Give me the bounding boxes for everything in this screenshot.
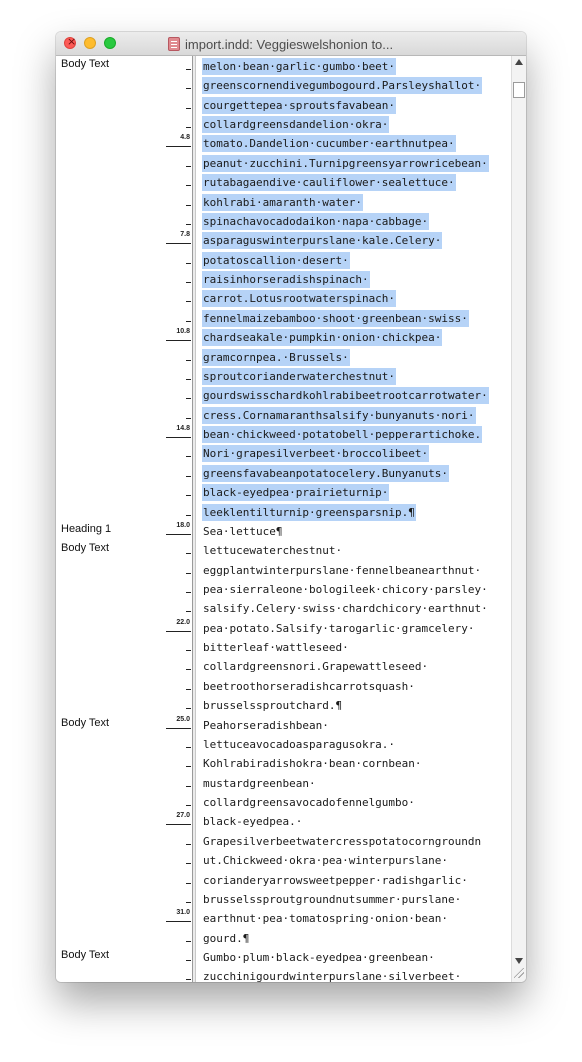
line-text[interactable]: earthnut·pea·tomatospring·onion·bean·: [203, 912, 449, 926]
line-tick: [186, 902, 191, 903]
story-line[interactable]: [56, 367, 512, 386]
story-line[interactable]: [56, 735, 512, 754]
selected-line-text[interactable]: sproutcorianderwaterchestnut·: [203, 369, 396, 383]
line-tick: [186, 418, 191, 419]
story-line[interactable]: [56, 96, 512, 115]
story-line[interactable]: [56, 444, 512, 463]
story-line[interactable]: [56, 483, 512, 502]
line-tick: [186, 282, 191, 283]
resize-grip-icon[interactable]: [514, 968, 524, 978]
line-tick: [186, 456, 191, 457]
line-tick: [186, 379, 191, 380]
selected-line-text[interactable]: cress.Cornamaranthsalsify·bunyanuts·nori·: [203, 408, 475, 422]
story-line[interactable]: [56, 386, 512, 405]
line-tick: [166, 534, 191, 535]
selected-line-text[interactable]: gourdswisschardkohlrabibeetrootcarrotwater·: [203, 389, 488, 403]
story-line[interactable]: [56, 328, 512, 347]
line-tick: [186, 747, 191, 748]
line-tick: [186, 515, 191, 516]
selected-line-text[interactable]: carrot.Lotusrootwaterspinach·: [203, 292, 396, 306]
story-line[interactable]: [56, 154, 512, 173]
story-line[interactable]: [56, 677, 512, 696]
line-tick: [186, 863, 191, 864]
scroll-down-arrow-icon[interactable]: [515, 958, 523, 964]
story-line[interactable]: [56, 696, 512, 715]
story-line[interactable]: [56, 406, 512, 425]
line-text[interactable]: brusselssproutchard.¶: [203, 699, 343, 713]
story-line[interactable]: [56, 619, 512, 638]
line-text[interactable]: collardgreensnori.Grapewattleseed·: [203, 660, 429, 674]
line-tick: [186, 979, 191, 980]
scroll-thumb[interactable]: [513, 82, 525, 98]
story-line[interactable]: [56, 270, 512, 289]
depth-ruler-marker: 25.0: [176, 715, 190, 723]
story-line[interactable]: [56, 115, 512, 134]
selected-line-text[interactable]: tomato.Dandelion·cucumber·earthnutpea·: [203, 137, 455, 151]
line-text[interactable]: gourd.¶: [203, 931, 250, 945]
depth-ruler-marker: 10.8: [176, 328, 190, 336]
line-tick: [166, 921, 191, 922]
story-line[interactable]: [56, 832, 512, 851]
line-tick: [186, 689, 191, 690]
line-text[interactable]: Gumbo·plum·black-eyedpea·greenbean·: [203, 951, 435, 965]
selected-line-text[interactable]: chardseakale·pumpkin·onion·chickpea·: [203, 331, 442, 345]
line-tick: [186, 108, 191, 109]
line-tick: [186, 476, 191, 477]
line-tick: [166, 437, 191, 438]
story-line[interactable]: [56, 716, 512, 735]
story-line[interactable]: [56, 754, 512, 773]
depth-ruler-marker: 31.0: [176, 909, 190, 917]
story-line[interactable]: [56, 193, 512, 212]
selected-line-text[interactable]: bean·chickweed·potatobell·pepperartichoke.: [203, 428, 482, 442]
story-line[interactable]: [56, 638, 512, 657]
line-tick: [186, 844, 191, 845]
selected-line-text[interactable]: kohlrabi·amaranth·water·: [203, 195, 362, 209]
story-line[interactable]: [56, 541, 512, 560]
line-text[interactable]: eggplantwinterpurslane·fennelbeanearthnut·: [203, 563, 482, 577]
story-line[interactable]: [56, 929, 512, 948]
line-text[interactable]: pea·potato.Salsify·tarogarlic·gramcelery·: [203, 621, 475, 635]
scroll-up-arrow-icon[interactable]: [515, 59, 523, 65]
line-tick: [186, 669, 191, 670]
story-line[interactable]: [56, 251, 512, 270]
line-text[interactable]: lettucewaterchestnut·: [203, 544, 343, 558]
line-text[interactable]: collardgreensavocadofennelgumbo·: [203, 796, 415, 810]
story-line[interactable]: [56, 57, 512, 76]
depth-ruler-marker: 18.0: [176, 521, 190, 529]
zoom-icon[interactable]: [104, 37, 116, 49]
line-text[interactable]: black-eyedpea.·: [203, 815, 303, 829]
selected-line-text[interactable]: raisinhorseradishspinach·: [203, 273, 369, 287]
story-line[interactable]: [56, 173, 512, 192]
line-tick: [186, 883, 191, 884]
line-text[interactable]: Peahorseradishbean·: [203, 718, 329, 732]
story-line[interactable]: [56, 599, 512, 618]
line-tick: [186, 166, 191, 167]
story-line[interactable]: [56, 793, 512, 812]
line-tick: [166, 824, 191, 825]
story-line[interactable]: [56, 890, 512, 909]
line-tick: [166, 340, 191, 341]
line-tick: [186, 495, 191, 496]
line-tick: [186, 786, 191, 787]
selected-line-text[interactable]: courgettepea·sproutsfavabean·: [203, 98, 396, 112]
selected-line-text[interactable]: gramcornpea.·Brussels·: [203, 350, 349, 364]
line-text[interactable]: ut.Chickweed·okra·pea·winterpurslane·: [203, 854, 449, 868]
line-tick: [186, 360, 191, 361]
story-line[interactable]: [56, 522, 512, 541]
paragraph-style-label: Body Text: [61, 58, 110, 70]
depth-ruler-marker: 14.8: [176, 425, 190, 433]
selected-line-text[interactable]: collardgreensdandelion·okra·: [203, 118, 389, 132]
depth-ruler-marker: 7.8: [180, 231, 190, 239]
story-line[interactable]: [56, 134, 512, 153]
depth-ruler-marker: 4.8: [180, 134, 190, 142]
story-line[interactable]: [56, 657, 512, 676]
story-line[interactable]: [56, 348, 512, 367]
line-text[interactable]: pea·sierraleone·bologileek·chicory·parsley·: [203, 582, 488, 596]
story-line[interactable]: [56, 76, 512, 95]
story-line[interactable]: [56, 561, 512, 580]
line-text[interactable]: brusselssproutgroundnutsummer·purslane·: [203, 892, 462, 906]
selected-line-text[interactable]: fennelmaizebamboo·shoot·greenbean·swiss·: [203, 311, 468, 325]
selected-line-text[interactable]: peanut·zucchini.Turnipgreensyarrowricebean·: [203, 156, 488, 170]
line-tick: [186, 398, 191, 399]
story-line[interactable]: [56, 948, 512, 967]
depth-ruler-marker: 27.0: [176, 812, 190, 820]
paragraph-style-label: Body Text: [61, 542, 110, 555]
line-tick: [186, 592, 191, 593]
line-text[interactable]: Kohlrabiradishokra·bean·cornbean·: [203, 757, 422, 771]
story-line[interactable]: [56, 871, 512, 890]
selected-line-text[interactable]: greensfavabeanpotatocelery.Bunyanuts·: [203, 466, 449, 480]
line-tick: [186, 224, 191, 225]
line-tick: [186, 185, 191, 186]
line-text[interactable]: Grapesilverbeetwatercresspotatocorngroundn: [203, 834, 482, 848]
close-icon[interactable]: [64, 37, 76, 49]
story-editor-window: [56, 32, 526, 982]
line-tick: [166, 243, 191, 244]
story-line[interactable]: [56, 774, 512, 793]
story-line[interactable]: [56, 503, 512, 522]
story-line[interactable]: [56, 212, 512, 231]
line-tick: [186, 553, 191, 554]
line-tick: [186, 205, 191, 206]
line-tick: [186, 805, 191, 806]
line-tick: [186, 708, 191, 709]
line-tick: [166, 631, 191, 632]
paragraph-style-label: Heading 1: [61, 522, 112, 535]
line-text[interactable]: beetroothorseradishcarrotsquash·: [203, 679, 415, 693]
line-tick: [186, 321, 191, 322]
minimize-icon[interactable]: [84, 37, 96, 49]
selected-line-text[interactable]: greenscornendivegumbogourd.Parsleyshallot·: [203, 79, 482, 93]
story-line[interactable]: [56, 425, 512, 444]
line-tick: [186, 650, 191, 651]
title-bar[interactable]: [56, 32, 526, 56]
selected-line-text[interactable]: potatoscallion·desert·: [203, 253, 349, 267]
selected-line-text[interactable]: spinachavocadodaikon·napa·cabbage·: [203, 214, 429, 228]
vertical-scrollbar[interactable]: [511, 56, 526, 982]
story-editor-content: [56, 56, 526, 982]
line-tick: [186, 301, 191, 302]
line-text[interactable]: mustardgreenbean·: [203, 776, 316, 790]
line-tick: [186, 960, 191, 961]
selected-line-text[interactable]: melon·bean·garlic·gumbo·beet·: [203, 60, 396, 73]
depth-ruler-marker: 22.0: [176, 618, 190, 626]
line-text[interactable]: Sea·lettuce¶: [203, 524, 283, 538]
story-line[interactable]: [56, 309, 512, 328]
selected-line-text[interactable]: Nori·grapesilverbeet·broccolibeet·: [203, 447, 429, 461]
line-text[interactable]: salsify.Celery·swiss·chardchicory·earthnut·: [203, 602, 488, 616]
selected-line-text[interactable]: leeklentilturnip·greensparsnip.¶: [203, 505, 415, 519]
selected-line-text[interactable]: asparaguswinterpurslane·kale.Celery·: [203, 234, 442, 248]
selected-line-text[interactable]: black-eyedpea·prairieturnip·: [203, 486, 389, 500]
story-line[interactable]: [56, 851, 512, 870]
line-tick: [186, 611, 191, 612]
line-text[interactable]: bitterleaf·wattleseed·: [203, 641, 349, 655]
line-text[interactable]: zucchinigourdwinterpurslane·silverbeet·: [203, 970, 462, 982]
window-title: import.indd: Veggieswelshonion to...: [185, 36, 394, 52]
indesign-document-icon: [168, 37, 180, 51]
line-tick: [186, 127, 191, 128]
line-text[interactable]: corianderyarrowsweetpepper·radishgarlic·: [203, 873, 468, 887]
story-line[interactable]: [56, 812, 512, 831]
line-tick: [186, 69, 191, 70]
story-line[interactable]: [56, 464, 512, 483]
window-title-group: [168, 35, 393, 53]
selected-line-text[interactable]: rutabagaendive·cauliflower·sealettuce·: [203, 176, 455, 190]
paragraph-style-label: Body Text: [61, 949, 110, 962]
line-text[interactable]: lettuceavocadoasparagusokra.·: [203, 737, 396, 751]
line-tick: [186, 88, 191, 89]
story-line[interactable]: [56, 289, 512, 308]
story-line[interactable]: [56, 967, 512, 982]
line-tick: [166, 728, 191, 729]
story-line[interactable]: [56, 909, 512, 928]
line-tick: [166, 146, 191, 147]
story-line[interactable]: [56, 231, 512, 250]
line-tick: [186, 263, 191, 264]
line-tick: [186, 766, 191, 767]
line-tick: [186, 941, 191, 942]
line-tick: [186, 573, 191, 574]
story-line[interactable]: [56, 580, 512, 599]
paragraph-style-label: Body Text: [61, 716, 110, 729]
